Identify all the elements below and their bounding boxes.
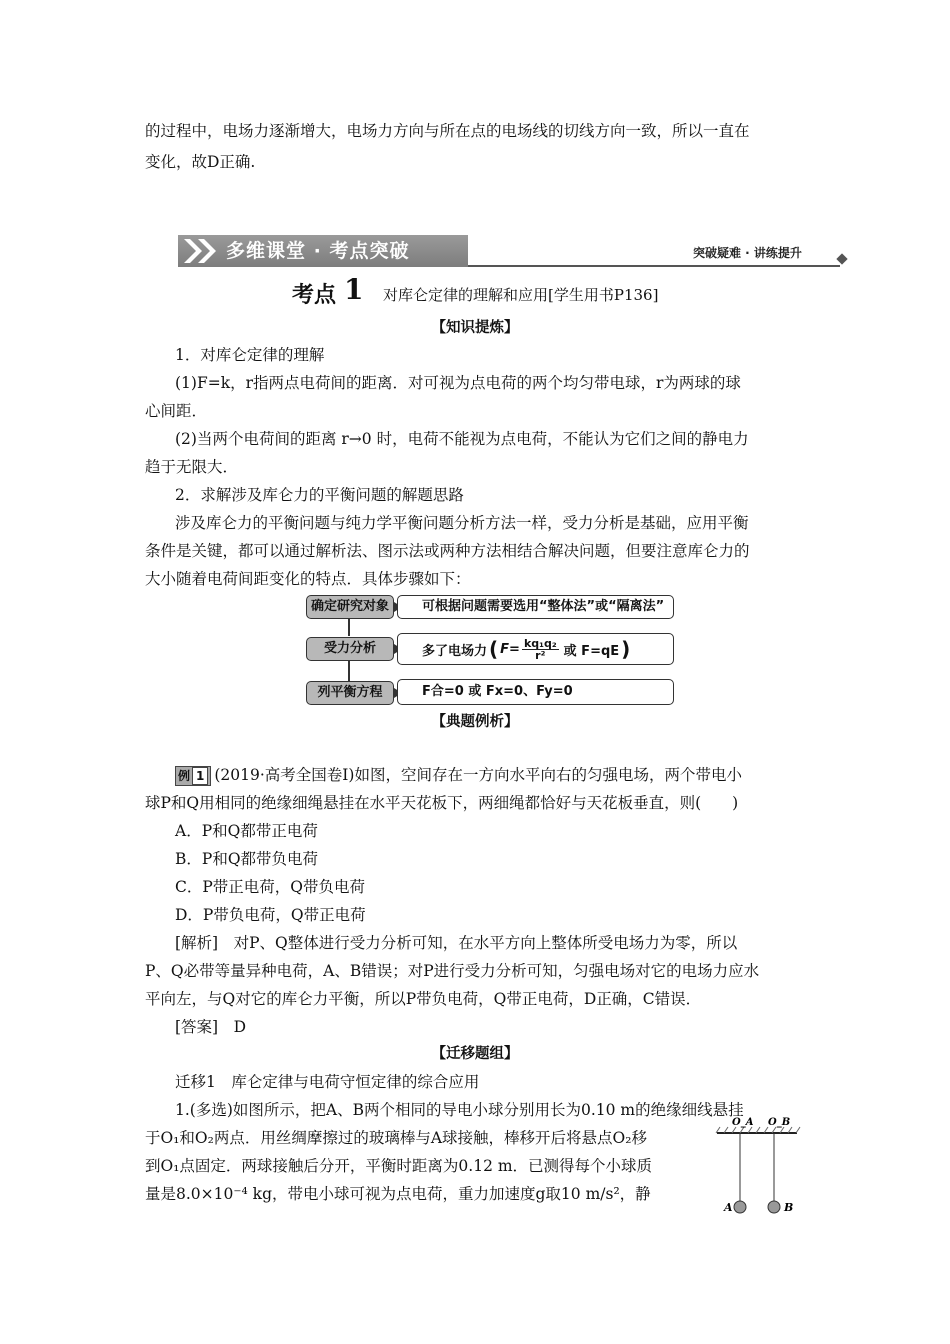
section-banner (178, 235, 468, 267)
option-a: A．P和Q都带正电荷 (175, 822, 318, 840)
section-knowledge-heading: 【知识提炼】 (431, 320, 519, 336)
label-b: B (784, 1201, 794, 1214)
flow-note-3: F合=0 或 Fx=0、Fy=0 (397, 679, 674, 705)
ball-a (734, 1201, 746, 1213)
banner-title: 多维课堂 · 考点突破 (226, 240, 410, 262)
knowledge-heading-2: 2．求解涉及库仑力的平衡问题的解题思路 (175, 486, 464, 504)
transfer-q1b: 于O₁和O₂两点．用丝绸摩擦过的玻璃棒与A球接触，棒移开后将悬点O₂移 (145, 1129, 647, 1147)
option-d: D．P带负电荷，Q带正电荷 (175, 906, 366, 924)
formula-denominator: r² (535, 648, 546, 662)
knowledge-p3a: 涉及库仑力的平衡问题与纯力学平衡问题分析方法一样，受力分析是基础，应用平衡 (175, 514, 749, 532)
knowledge-p2a: (2)当两个电荷间的距离 r→0 时，电荷不能视为点电荷，不能认为它们之间的静电力 (175, 430, 749, 448)
flow-step-2: 受力分析 (306, 637, 394, 661)
kaodian-subtitle: 对库仑定律的理解和应用[学生用书P136] (383, 286, 659, 304)
flow-note-1: 可根据问题需要选用“整体法”或“隔离法” (397, 595, 674, 619)
label-a: A (724, 1201, 733, 1214)
chevron-arrows-icon (182, 237, 226, 265)
transfer-q1d: 量是8.0×10⁻⁴ kg，带电小球可视为点电荷，重力加速度g取10 m/s²，静 (145, 1185, 651, 1203)
flow-note-2: 多了电场力 ( F= $\frac{\text{kq₁q₂}}{\text{r²}}$ 或 F=qE ) (397, 633, 674, 665)
diamond-icon (836, 253, 847, 264)
kaodian-label: 考点 (292, 283, 337, 308)
intro-line-1: 的过程中，电场力逐渐增大，电场力方向与所在点的电场线的切线方向一致，所以一直在 (145, 122, 750, 140)
example-badge (175, 766, 211, 786)
section-example-heading: 【典题例析】 (431, 714, 519, 730)
analysis-b: P、Q必带等量异种电荷，A、B错误；对P进行受力分析可知，匀强电场对它的电场力应水 (145, 962, 760, 980)
label-o2: O_B (768, 1117, 791, 1128)
option-b: B．P和Q都带负电荷 (175, 850, 319, 868)
intro-line-2: 变化，故D正确. (145, 153, 256, 171)
flow-connector (348, 618, 350, 636)
transfer-q1c: 到O₁点固定．两球接触后分开，平衡时距离为0.12 m．已测得每个小球质 (145, 1157, 653, 1175)
transfer-title: 迁移1 库仑定律与电荷守恒定律的综合应用 (175, 1073, 480, 1091)
example-stem-b: 球P和Q用相同的绝缘细绳悬挂在水平天花板下，两细绳都恰好与天花板垂直，则( ) (145, 794, 739, 812)
banner-right-text: 突破疑难 · 讲练提升 (693, 246, 802, 260)
ball-b (768, 1201, 780, 1213)
analysis-c: 平向左，与Q对它的库仑力平衡，所以P带负电荷，Q带正电荷，D正确，C错误． (145, 990, 702, 1008)
flow-note-2-text: 多了电场力 (422, 643, 488, 659)
banner-rule (468, 265, 840, 267)
label-o1: O_A (732, 1117, 754, 1128)
section-transfer-heading: 【迁移题组】 (431, 1046, 519, 1062)
knowledge-p3c: 大小随着电荷间距变化的特点．具体步骤如下： (145, 570, 471, 588)
knowledge-p1a: (1)F=k，r指两点电荷间的距离．对可视为点电荷的两个均匀带电球，r为两球的球 (175, 374, 741, 392)
example-label: 例 (178, 769, 191, 783)
example-stem-a (175, 761, 835, 789)
analysis-a: [解析] 对P、Q整体进行受力分析可知，在水平方向上整体所受电场力为零，所以 (175, 934, 738, 952)
hanging-balls-figure (712, 1115, 812, 1225)
knowledge-p1b: 心间距． (145, 402, 208, 420)
answer: [答案] D (175, 1018, 247, 1036)
flow-connector (348, 661, 350, 681)
example-stem-a-text: (2019·高考全国卷Ⅰ)如图，空间存在一方向水平向右的匀强电场，两个带电小 (214, 766, 742, 784)
knowledge-p3b: 条件是关键，都可以通过解析法、图示法或两种方法相结合解决问题，但要注意库仑力的 (145, 542, 750, 560)
flow-step-3: 列平衡方程 (306, 681, 394, 705)
kaodian-number: 1 (344, 273, 364, 306)
formula-numerator: kq₁q₂ (523, 636, 557, 650)
option-c: C．P带正电荷，Q带负电荷 (175, 878, 365, 896)
transfer-q1a: 1.(多选)如图所示，把A、B两个相同的导电小球分别用长为0.10 m的绝缘细线悬挂 (175, 1101, 744, 1119)
flow-note-2-text-b: 或 F=qE (563, 643, 620, 659)
knowledge-heading-1: 1．对库仑定律的理解 (175, 346, 325, 364)
example-number: 1 (192, 767, 208, 785)
flow-step-1: 确定研究对象 (306, 595, 394, 619)
knowledge-p2b: 趋于无限大． (145, 458, 239, 476)
